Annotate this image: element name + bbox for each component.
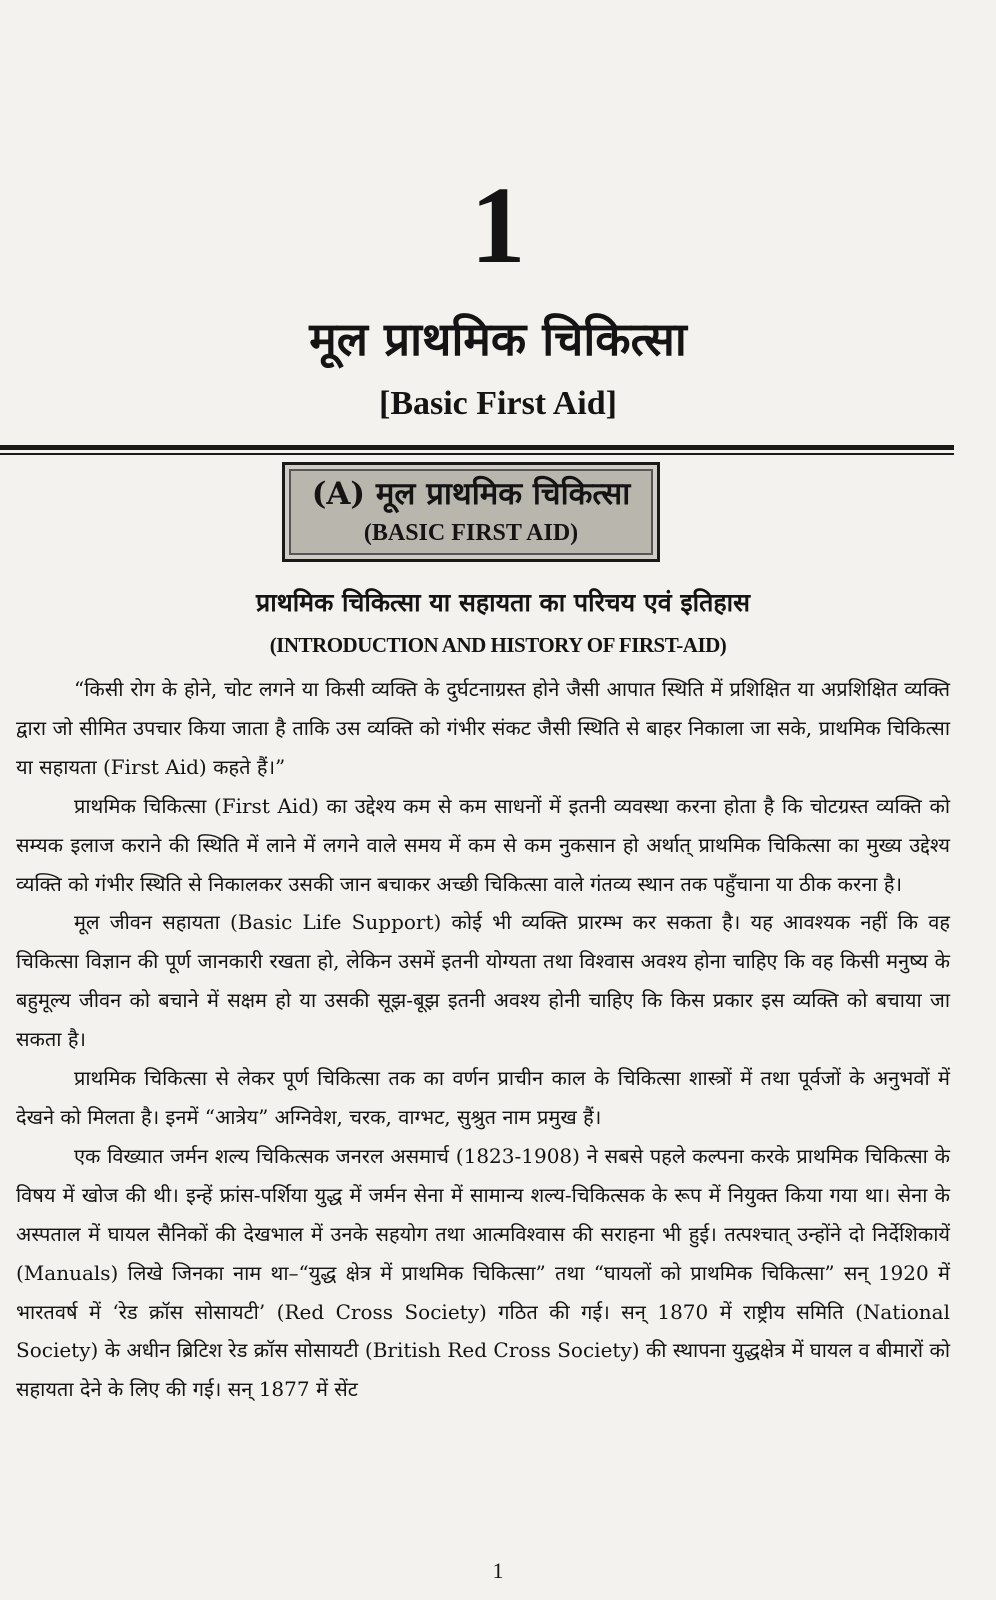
chapter-divider-thick [0, 445, 954, 450]
page-number: 1 [492, 1558, 504, 1583]
paragraph-purpose: प्राथमिक चिकित्सा (First Aid) का उद्देश्य कम से कम साधनों में इतनी व्यवस्था करना होता है कि चोटग्रस्त व्यक्ति को सम्यक इलाज कराने की स्थिति में लाने में लगने वाले समय में कम से कम नुकसान हो अर्थात् प्राथमिक चिकित्सा का मुख्य उद्देश्य व्यक्ति को गंभीर स्थिति से निकालकर उसकी जान बचाकर अच्छी चिकित्सा वाले गंतव्य स्थान तक पहुँचाना या ठीक करना है। [16, 793, 950, 896]
section-title-box [282, 462, 660, 562]
topic-heading-english: (INTRODUCTION AND HISTORY OF FIRST-AID) [269, 633, 727, 657]
chapter-subtitle: [Basic First Aid] [379, 385, 617, 422]
topic-heading-hindi: प्राथमिक चिकित्सा या सहायता का परिचय एवं इतिहास [256, 588, 750, 617]
chapter-number: 1 [470, 164, 526, 286]
section-title-english: (BASIC FIRST AID) [363, 520, 579, 546]
chapter-divider-thin [0, 453, 954, 455]
chapter-title: मूल प्राथमिक चिकित्सा [309, 312, 687, 366]
paragraph-ancient-history: प्राथमिक चिकित्सा से लेकर पूर्ण चिकित्सा तक का वर्णन प्राचीन काल के चिकित्सा शास्त्रों में तथा पूर्वजों के अनुभवों में देखने को मिलता है। इनमें “आत्रेय” अग्निवेश, चरक, वाग्भट, सुश्रुत नाम प्रमुख हैं। [16, 1066, 950, 1129]
section-title-hindi: (A) मूल प्राथमिक चिकित्सा [311, 476, 631, 512]
paragraph-definition: “किसी रोग के होने, चोट लगने या किसी व्यक्ति के दुर्घटनाग्रस्त होने जैसी आपात स्थिति में प्रशिक्षित या अप्रशिक्षित व्यक्ति द्वारा जो सीमित उपचार किया जाता है ताकि उस व्यक्ति को गंभीर संकट जैसी स्थिति से बाहर निकाला जा सके, प्राथमिक चिकित्सा या सहायता (First Aid) कहते हैं।” [16, 677, 950, 779]
body-text [16, 670, 950, 1409]
paragraph-basic-life-support: मूल जीवन सहायता (Basic Life Support) कोई भी व्यक्ति प्रारम्भ कर सकता है। यह आवश्यक नहीं कि वह चिकित्सा विज्ञान की पूर्ण जानकारी रखता हो, लेकिन उसमें इतनी योग्यता तथा विश्वास अवश्य होना चाहिए कि वह किसी मनुष्य के बहुमूल्य जीवन को बचाने में सक्षम हो या उसकी सूझ-बूझ इतनी अवश्य होनी चाहिए कि किस प्रकार इस व्यक्ति को बचाया जा सकता है। [16, 910, 950, 1052]
paragraph-modern-history: एक विख्यात जर्मन शल्य चिकित्सक जनरल असमार्च (1823-1908) ने सबसे पहले कल्पना करके प्राथमिक चिकित्सा के विषय में खोज की थी। इन्हें फ्रांस-पर्शिया युद्ध में जर्मन सेना में सामान्य शल्य-चिकित्सक के रूप में नियुक्त किया गया था। सेना के अस्पताल में घायल सैनिकों की देखभाल में उनके सहयोग तथा आत्मविश्वास की सराहना भी हुई। तत्पश्चात् उन्होंने दो निर्देशिकायें (Manuals) लिखे जिनका नाम था–“युद्ध क्षेत्र में प्राथमिक चिकित्सा” तथा “घायलों को प्राथमिक चिकित्सा” सन् 1920 में भारतवर्ष में ‘रेड क्रॉस सोसायटी’ (Red Cross Society) गठित की गई। सन् 1870 में राष्ट्रीय समिति (National Society) के अधीन ब्रिटिश रेड क्रॉस सोसायटी (British Red Cross Society) की स्थापना युद्धक्षेत्र में घायल व बीमारों को सहायता देने के लिए की गई। सन् 1877 में सेंट [16, 1143, 950, 1402]
